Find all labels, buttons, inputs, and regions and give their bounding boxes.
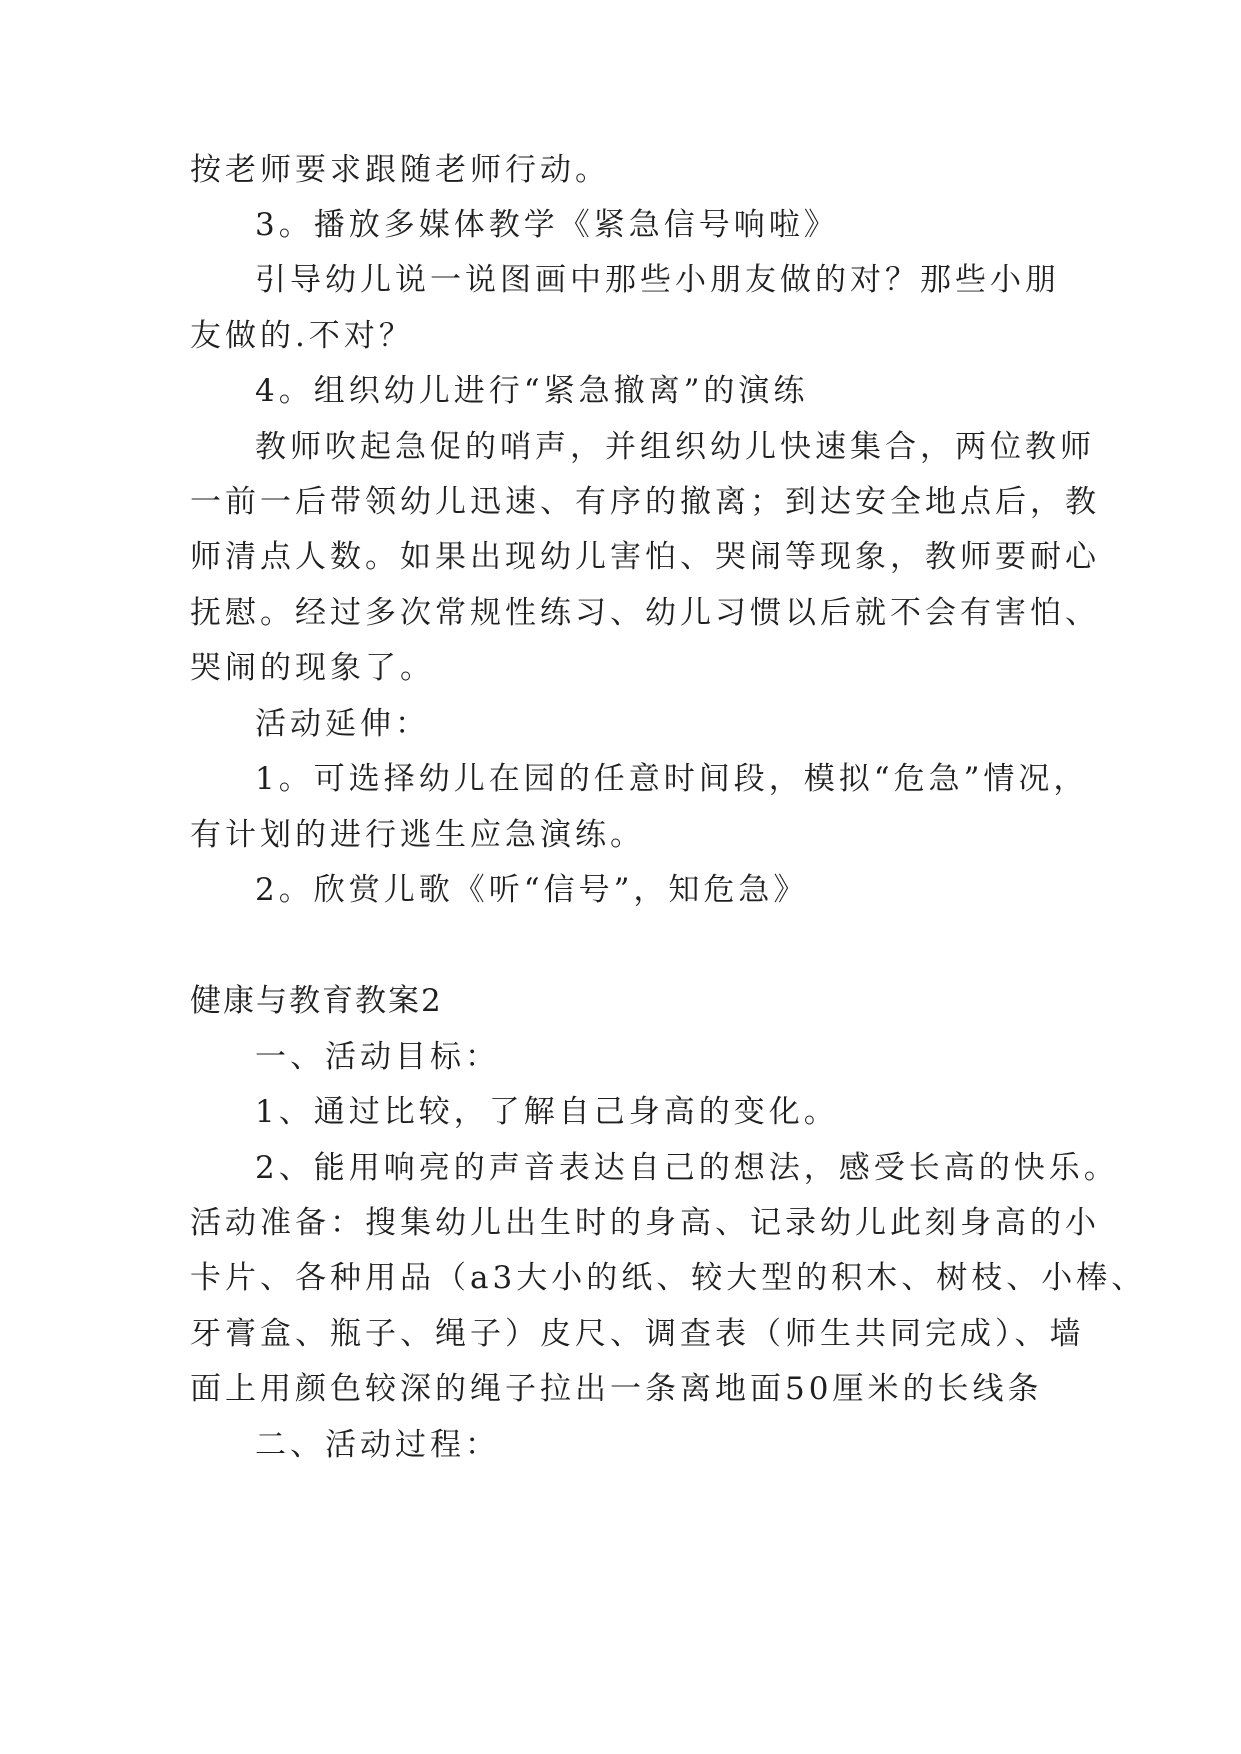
paragraph-line: 活动准备：搜集幼儿出生时的身高、记录幼儿此刻身高的小 <box>190 1205 1100 1241</box>
paragraph-line: 抚慰。经过多次常规性练习、幼儿习惯以后就不会有害怕、 <box>190 595 1100 631</box>
process-heading: 二、活动过程： <box>255 1427 500 1463</box>
paragraph-line: 一前一后带领幼儿迅速、有序的撤离；到达安全地点后，教 <box>190 484 1100 520</box>
paragraph-line: 1、通过比较，了解自己身高的变化。 <box>255 1094 839 1130</box>
paragraph-line: 按老师要求跟随老师行动。 <box>190 152 610 188</box>
paragraph-line: 师清点人数。如果出现幼儿害怕、哭闹等现象，教师要耐心 <box>190 539 1100 575</box>
paragraph-line: 教师吹起急促的哨声，并组织幼儿快速集合，两位教师 <box>255 429 1095 465</box>
paragraph-line: 2。欣赏儿歌《听“信号”，知危急》 <box>255 872 809 908</box>
section-title: 健康与教育教案2 <box>190 983 443 1019</box>
step-3-line: 3。播放多媒体教学《紧急信号响啦》 <box>255 207 839 243</box>
paragraph-line: 哭闹的现象了。 <box>190 650 435 686</box>
step-4-line: 4。组织幼儿进行“紧急撤离”的演练 <box>255 373 809 409</box>
paragraph-line: 2、能用响亮的声音表达自己的想法，感受长高的快乐。 <box>255 1150 1119 1186</box>
goals-heading: 一、活动目标： <box>255 1039 500 1075</box>
paragraph-line: 友做的.不对？ <box>190 318 414 354</box>
paragraph-line: 牙膏盒、瓶子、绳子）皮尺、调查表（师生共同完成）、墙 <box>190 1316 1085 1352</box>
paragraph-line: 面上用颜色较深的绳子拉出一条离地面50厘米的长线条 <box>190 1371 1043 1407</box>
paragraph-line: 引导幼儿说一说图画中那些小朋友做的对？那些小朋 <box>255 262 1060 298</box>
paragraph-line: 卡片、各种用品（a3大小的纸、较大型的积木、树枝、小棒、 <box>190 1260 1147 1296</box>
paragraph-line: 1。可选择幼儿在园的任意时间段，模拟“危急”情况， <box>255 761 1089 797</box>
extension-heading: 活动延伸： <box>255 706 430 742</box>
paragraph-line: 有计划的进行逃生应急演练。 <box>190 817 645 853</box>
